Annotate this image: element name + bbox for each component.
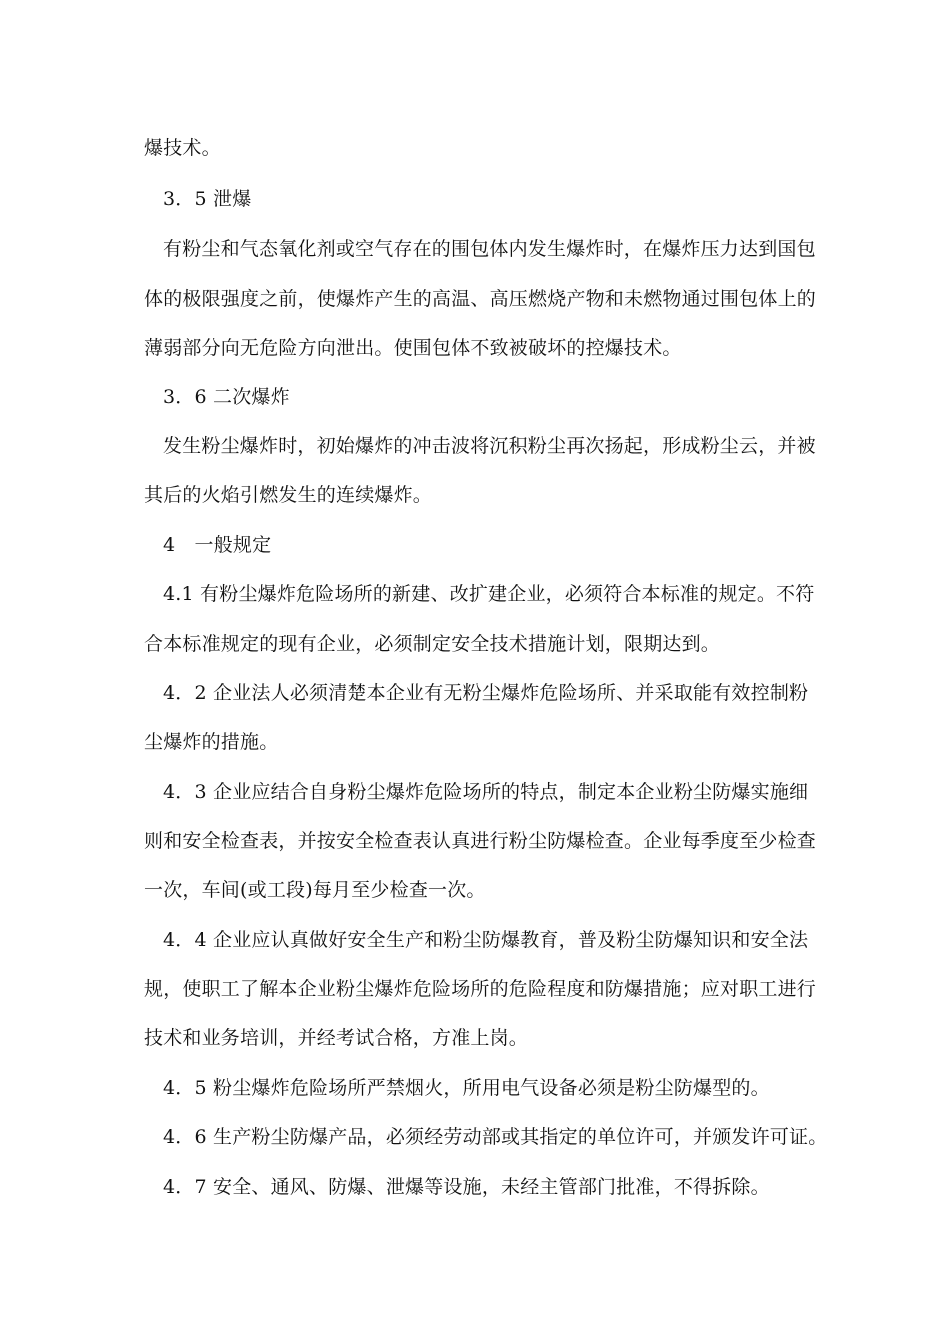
text-line: 技术和业务培训，并经考试合格，方准上岗。: [144, 1027, 529, 1049]
text-line: 4．4 企业应认真做好安全生产和粉尘防爆教育，普及粉尘防爆知识和安全法: [163, 929, 809, 951]
section-heading-3-5: 3．5 泄爆: [163, 188, 252, 210]
text-line: 尘爆炸的措施。: [144, 731, 279, 753]
text-line: 其后的火焰引燃发生的连续爆炸。: [144, 484, 433, 506]
section-heading-3-6: 3．6 二次爆炸: [163, 386, 290, 408]
text-line: 一次，车间(或工段)每月至少检查一次。: [144, 879, 486, 901]
text-line: 规，使职工了解本企业粉尘爆炸危险场所的危险程度和防爆措施；应对职工进行: [144, 978, 817, 1000]
text-line: 薄弱部分向无危险方向泄出。使围包体不致被破坏的控爆技术。: [144, 337, 682, 359]
text-line: 4．7 安全、通风、防爆、泄爆等设施，未经主管部门批准，不得拆除。: [163, 1176, 770, 1198]
section-heading-4: 4 一般规定: [163, 534, 272, 556]
text-line: 4．2 企业法人必须清楚本企业有无粉尘爆炸危险场所、并采取能有效控制粉: [163, 682, 809, 704]
text-line: 4．6 生产粉尘防爆产品，必须经劳动部或其指定的单位许可，并颁发许可证。: [163, 1126, 828, 1148]
text-line: 发生粉尘爆炸时，初始爆炸的冲击波将沉积粉尘再次扬起，形成粉尘云，并被: [163, 435, 816, 457]
text-line: 则和安全检查表，并按安全检查表认真进行粉尘防爆检查。企业每季度至少检查: [144, 830, 817, 852]
text-line: 爆技术。: [144, 137, 221, 159]
text-line: 4．5 粉尘爆炸危险场所严禁烟火，所用电气设备必须是粉尘防爆型的。: [163, 1077, 770, 1099]
text-line: 体的极限强度之前，使爆炸产生的高温、高压燃烧产物和未燃物通过围包体上的: [144, 288, 817, 310]
text-line: 4．3 企业应结合自身粉尘爆炸危险场所的特点，制定本企业粉尘防爆实施细: [163, 781, 809, 803]
text-line: 有粉尘和气态氧化剂或空气存在的围包体内发生爆炸时，在爆炸压力达到国包: [163, 238, 816, 260]
text-line: 合本标准规定的现有企业，必须制定安全技术措施计划，限期达到。: [144, 633, 721, 655]
text-line: 4.1 有粉尘爆炸危险场所的新建、改扩建企业，必须符合本标准的规定。不符: [163, 583, 815, 605]
